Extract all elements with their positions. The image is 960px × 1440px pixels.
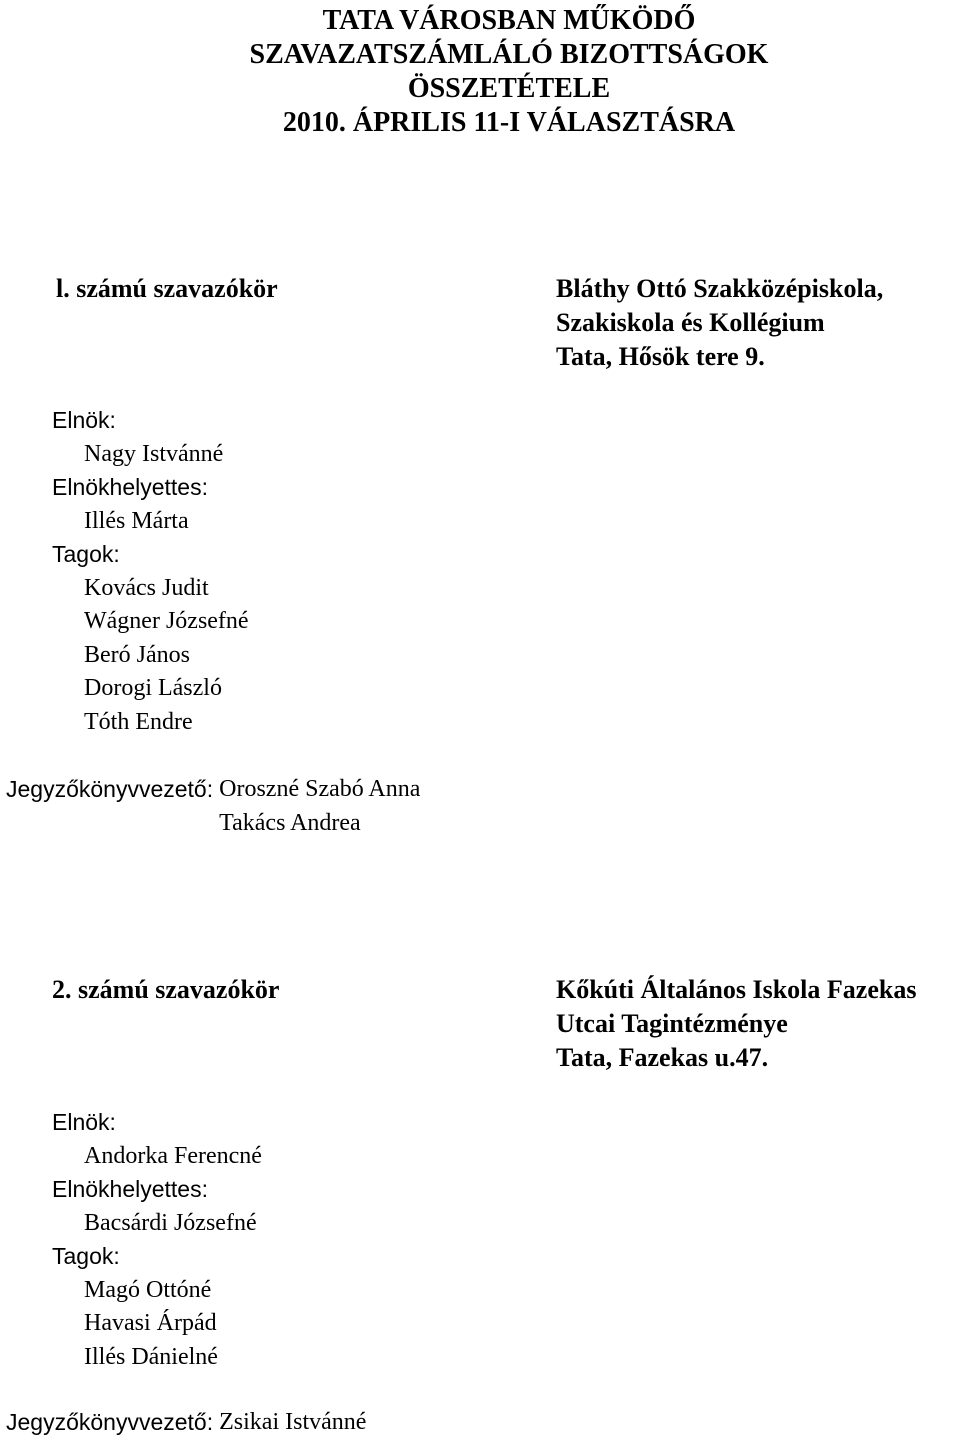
district-2-vice: Bacsárdi Józsefné	[84, 1209, 257, 1236]
district-2-address	[556, 973, 916, 1075]
district-2-address-line-3: Tata, Fazekas u.47.	[556, 1043, 769, 1072]
title-line-3: ÖSSZETÉTELE	[407, 73, 611, 104]
district-2-address-line-2: Utcai Tagintézménye	[556, 1009, 788, 1038]
district-2-recorder-names	[219, 1405, 366, 1439]
district-1-chair: Nagy Istvánné	[84, 440, 224, 467]
district-1-label: l. számú szavazókör	[56, 274, 278, 303]
district-1-recorder-label: Jegyzőkönyvvezető:	[6, 776, 214, 802]
district-2-vice-label: Elnökhelyettes:	[52, 1176, 208, 1202]
district-1-vice: Illés Márta	[84, 507, 189, 534]
title-line-2: SZAVAZATSZÁMLÁLÓ BIZOTTSÁGOK	[249, 39, 769, 70]
district-2-label: 2. számú szavazókör	[52, 975, 280, 1004]
district-1-recorder-name: Takács Andrea	[219, 810, 361, 836]
district-1-address	[556, 272, 883, 374]
district-2-member: Havasi Árpád	[84, 1310, 217, 1336]
district-1-chair-label: Elnök:	[52, 407, 116, 433]
district-1-member: Wágner Józsefné	[84, 608, 249, 634]
district-1-member: Kovács Judit	[84, 574, 209, 601]
district-2-member: Magó Ottóné	[84, 1276, 212, 1303]
title-line-1: TATA VÁROSBAN MŰKÖDŐ	[322, 5, 696, 36]
district-1-recorder	[6, 772, 420, 840]
title-line-4: 2010. ÁPRILIS 11-I VÁLASZTÁSRA	[282, 107, 736, 138]
district-2-address-line-1: Kőkúti Általános Iskola Fazekas	[556, 975, 917, 1004]
district-1-members-label: Tagok:	[52, 541, 120, 567]
district-1-address-line-2: Szakiskola és Kollégium	[556, 308, 825, 337]
district-1-member: Dorogi László	[84, 675, 222, 701]
district-1-vice-label: Elnökhelyettes:	[52, 474, 208, 500]
document-title	[0, 4, 960, 140]
district-1-member: Beró János	[84, 641, 190, 668]
district-1-address-line-3: Tata, Hősök tere 9.	[556, 342, 765, 371]
district-2-member: Illés Dánielné	[84, 1343, 218, 1370]
district-2-roles	[52, 1106, 262, 1374]
district-2-chair-label: Elnök:	[52, 1109, 116, 1135]
district-2-chair: Andorka Ferencné	[84, 1142, 262, 1169]
district-1-address-line-1: Bláthy Ottó Szakközépiskola,	[556, 274, 884, 303]
district-2-members-label: Tagok:	[52, 1243, 120, 1269]
district-2-recorder-label: Jegyzőkönyvvezető:	[6, 1409, 214, 1435]
district-1-recorder-name: Oroszné Szabó Anna	[219, 776, 421, 802]
district-1-roles	[52, 404, 249, 739]
district-2-recorder	[6, 1405, 366, 1440]
district-1-member: Tóth Endre	[84, 708, 193, 735]
district-2-recorder-name: Zsikai Istvánné	[219, 1409, 367, 1435]
district-1-recorder-names	[219, 772, 420, 840]
